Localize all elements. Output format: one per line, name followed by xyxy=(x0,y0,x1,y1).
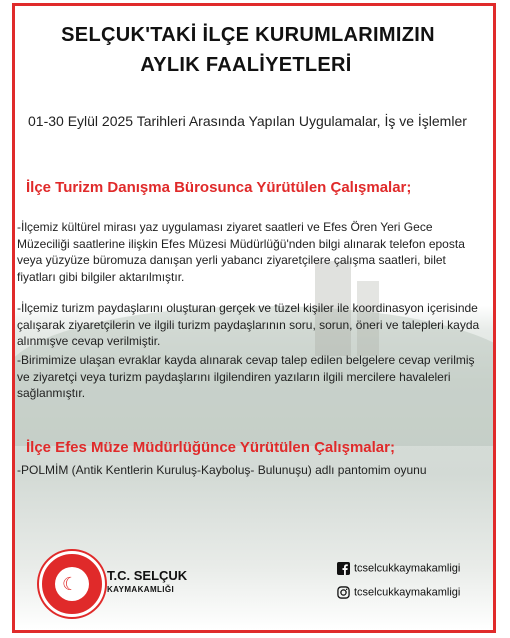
facebook-icon xyxy=(337,562,350,575)
facebook-handle: tcselcukkaymakamligi xyxy=(354,562,461,575)
facebook-link[interactable] xyxy=(337,562,460,575)
section-heading-muze: İlçe Efes Müze Müdürlüğünce Yürütülen Çalışmalar; xyxy=(26,439,395,456)
paragraph-turizm-1: -İlçemiz kültürel mirası yaz uygulaması ziyaret saatleri ve Efes Ören Yeri Gece Müzeciliği saatlerine ilişkin Efes Müzesi Müdürlüğü'nden bilgi alınarak telefon eposta veya yüzyüze büromuza danışan yerli yabancı ziyaretçilere çalışma saatleri, bilet fiyatları gibi bilgiler aktarılmıştır. xyxy=(17,220,465,284)
instagram-link[interactable] xyxy=(337,586,460,599)
crescent-star-icon: ☾ xyxy=(62,574,79,594)
paragraph-turizm-2: -İlçemiz turizm paydaşlarını oluşturan gerçek ve tüzel kişiler ile koordinasyon içerisinde çalışarak ziyaretçilerin ve ilgili turizm paydaşlarının soru, sorun, öneri ve talepleri kayda alınmışve cevap verilmiştir. xyxy=(17,301,480,349)
instagram-icon xyxy=(337,586,350,599)
document-frame xyxy=(12,3,496,633)
section-heading-turizm: İlçe Turizm Danışma Bürosunca Yürütülen Çalışmalar; xyxy=(26,179,412,196)
paragraph-muze-1: -POLMİM (Antik Kentlerin Kuruluş-Kayboluş- Bulunuşu) adlı pantomim oyunu xyxy=(17,463,427,477)
paragraph-turizm-3: -Birimimize ulaşan evraklar kayda alınarak cevap talep edilen belgelere cevap verilmiş ve ziyaretçi veya turizm paydaşlarını ilgilendiren yazıların ilgili mercilere havaleleri sağlanmıştır. xyxy=(17,353,475,401)
kaymakamlik-logo-emblem xyxy=(39,551,105,617)
logo-name: T.C. SELÇUK xyxy=(107,568,188,583)
title-line-2: AYLIK FAALİYETLERİ xyxy=(140,54,352,76)
date-range-text: 01-30 Eylül 2025 Tarihleri Arasında Yapılan Uygulamalar, İş ve İşlemler xyxy=(28,113,467,129)
instagram-handle: tcselcukkaymakamligi xyxy=(354,586,461,599)
logo-subtitle: KAYMAKAMLIĞI xyxy=(107,585,175,594)
title-line-1: SELÇUK'TAKİ İLÇE KURUMLARIMIZIN xyxy=(61,24,435,46)
